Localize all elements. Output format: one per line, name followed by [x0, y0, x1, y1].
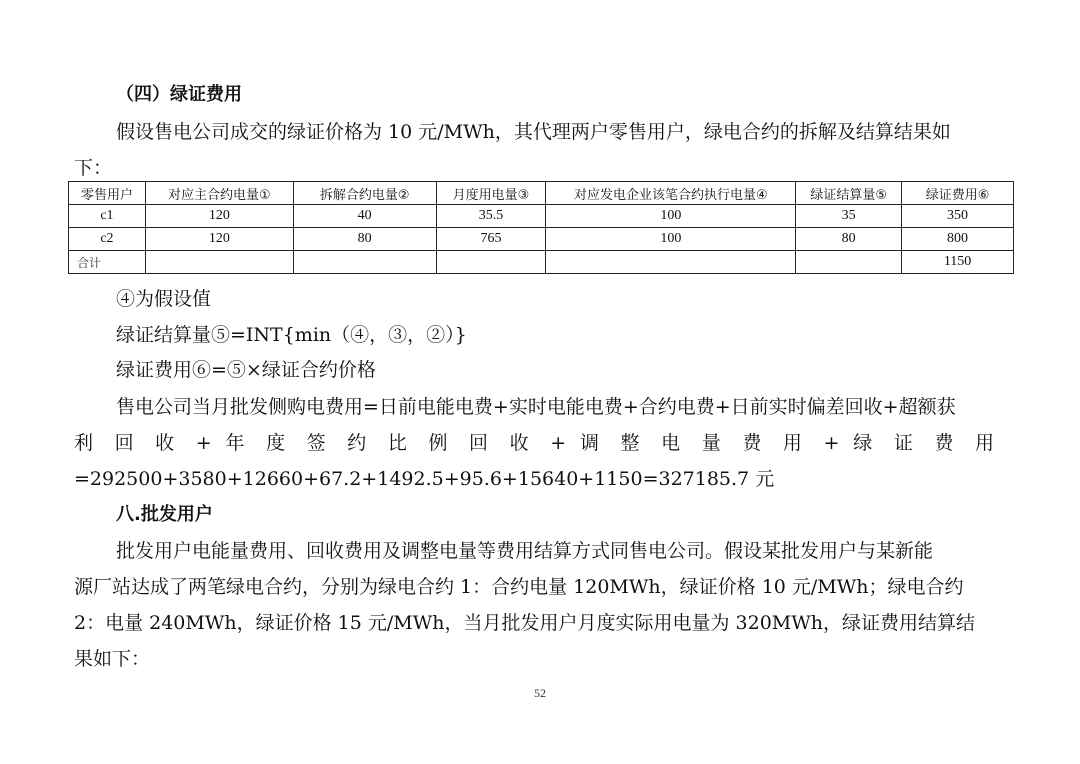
- intro-paragraph-line-1: 假设售电公司成交的绿证价格为 10 元/MWh，其代理两户零售用户，绿电合约的拆解及结算结果如: [116, 121, 951, 143]
- cell-cert-fee: 350: [902, 205, 1014, 228]
- intro-paragraph-line-2: 下：: [74, 157, 113, 179]
- cell-main-contract-qty: 120: [145, 205, 293, 228]
- wholesale-paragraph-line-4: 果如下：: [74, 648, 151, 670]
- table-header-row: [69, 182, 1014, 205]
- wholesale-cost-line-1: 售电公司当月批发侧购电费用=日前电能电费+实时电能电费+合约电费+日前实时偏差回收+超额获: [116, 396, 956, 418]
- cell-split-contract-qty: 80: [293, 228, 436, 251]
- cell-empty: [145, 251, 293, 274]
- cell-user: c1: [69, 205, 146, 228]
- header-retail-user: 零售用户: [69, 182, 146, 205]
- formula-cert-settle-qty: 绿证结算量⑤=INT{min（④，③，②）}: [116, 324, 467, 346]
- header-cert-settle-qty: 绿证结算量⑤: [796, 182, 902, 205]
- formula-cert-fee: 绿证费用⑥=⑤×绿证合约价格: [116, 359, 376, 381]
- cell-generator-executed-qty: 100: [546, 205, 796, 228]
- header-main-contract-qty: 对应主合约电量①: [145, 182, 293, 205]
- wholesale-cost-line-3: =292500+3580+12660+67.2+1492.5+95.6+15640+1150=327185.7 元: [74, 468, 775, 490]
- green-contract-settlement-table: [68, 181, 1014, 274]
- cell-empty: [546, 251, 796, 274]
- section-heading-wholesale-users: 八.批发用户: [116, 504, 213, 525]
- cell-cert-fee: 800: [902, 228, 1014, 251]
- cell-empty: [293, 251, 436, 274]
- cell-split-contract-qty: 40: [293, 205, 436, 228]
- wholesale-paragraph-line-1: 批发用户电能量费用、回收费用及调整电量等费用结算方式同售电公司。假设某批发用户与某新能: [116, 540, 934, 562]
- note-assumed-value: ④为假设值: [116, 288, 212, 310]
- table-row: [69, 205, 1014, 228]
- cell-monthly-consumption: 765: [436, 228, 546, 251]
- cell-generator-executed-qty: 100: [546, 228, 796, 251]
- header-monthly-consumption: 月度用电量③: [436, 182, 546, 205]
- cell-monthly-consumption: 35.5: [436, 205, 546, 228]
- cell-user: c2: [69, 228, 146, 251]
- cell-main-contract-qty: 120: [145, 228, 293, 251]
- wholesale-paragraph-line-2: 源厂站达成了两笔绿电合约，分别为绿电合约 1：合约电量 120MWh，绿证价格 10 元/MWh；绿电合约: [74, 576, 964, 598]
- cell-total-cert-fee: 1150: [902, 251, 1014, 274]
- table-total-row: [69, 251, 1014, 274]
- table-row: [69, 228, 1014, 251]
- page-number: 52: [534, 686, 546, 700]
- cell-empty: [436, 251, 546, 274]
- header-cert-fee: 绿证费用⑥: [902, 182, 1014, 205]
- cell-cert-settle-qty: 80: [796, 228, 902, 251]
- wholesale-paragraph-line-3: 2：电量 240MWh，绿证价格 15 元/MWh，当月批发用户月度实际用电量为 320MWh，绿证费用结算结: [74, 612, 976, 634]
- cell-total-label: 合计: [69, 251, 146, 274]
- section-heading-green-cert-fee: （四）绿证费用: [116, 84, 242, 105]
- cell-cert-settle-qty: 35: [796, 205, 902, 228]
- wholesale-cost-line-2: 利 回 收 + 年 度 签 约 比 例 回 收 + 调 整 电 量 费 用 + 绿 证 费 用: [74, 432, 994, 454]
- header-generator-executed-qty: 对应发电企业该笔合约执行电量④: [546, 182, 796, 205]
- cell-empty: [796, 251, 902, 274]
- header-split-contract-qty: 拆解合约电量②: [293, 182, 436, 205]
